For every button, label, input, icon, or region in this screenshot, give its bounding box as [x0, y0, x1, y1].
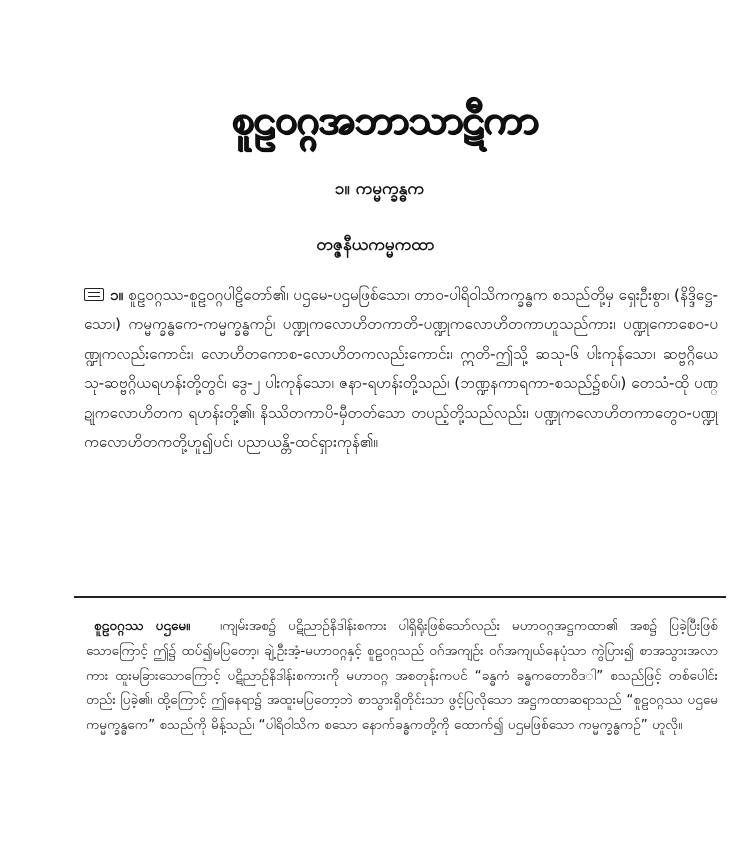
main-paragraph	[84, 281, 718, 457]
commentary-paragraph	[86, 614, 718, 738]
page-title: စူဠဝဂ္ဂအဘာသာဋီကာ	[231, 97, 539, 143]
section-divider	[74, 596, 726, 598]
chapter-heading: ၁။ ကမ္မက္ခန္ဓက	[334, 179, 425, 199]
section-heading: တဇ္ဇနီယကမ္မကထာ	[316, 235, 435, 255]
paragraph-number: ၁။	[110, 286, 124, 304]
commentary-label: စူဠဝဂ္ဂဿ ပဌမေ။	[94, 618, 191, 634]
note-icon[interactable]	[84, 288, 104, 301]
commentary-text: ၊ကျမ်းအစ၌ ပဋိညာဉ်နိဒါန်းစကား ပါရှိရိုးဖြစ်သော်လည်း မဟာဝဂ္ဂအဋ္ဌကထာ၏ အစ၌ ပြခဲ့ပြီးဖြစ်သောကြောင့် ဤ၌ ထပ်၍မပြတော့၊ ချဲ့ဦးအံ့-မဟာဝဂ္ဂနှင့် စူဠဝဂ္ဂသည် ဝဂ်အကျဉ်း ဝဂ်အကျယ်နေပုံသာ ကွဲပြား၍ စာအသွားအလာကား ထူးမခြားသောကြောင့် ပဋိညာဉ်နိဒါန်းစကားကို မဟာဝဂ္ဂ အစတုန်းကပင် “ခန္ဓကံ ခန္ဓကတော၀ိဒ​ါ” စသည်ဖြင့် တစ်ပေါင်းတည်း ပြခဲ့၏၊ ထို့ကြောင့် ဤနေရာ၌ အထူးမပြတော့ဘဲ စာသွားရှိတိုင်းသာ ဖွင့်ပြလိုသော အဋ္ဌကထာဆရာသည် “စူဠဝဂ္ဂဿ ပဌမေ ကမ္မက္ခန္ဓကေ” စသည်ကို မိန့်သည်၊ “ပါရိဝါသိက စသော နောက်ခန္ဓကတို့ကို ထောက်၍ ပဌမဖြစ်သော ကမ္မက္ခန္ဓကဉ်” ဟူလို။	[86, 618, 718, 734]
paragraph-text: စူဠဝဂ္ဂဿ-စူဠဝဂ္ဂပါဠိတော်၏၊ ပဌမေ-ပဌမဖြစ်သော၊ တာဝ-ပါရိဝါသိကက္ခန္ဓက စသည်တို့မှ ရှေးဦးစွာ၊ (နိဒ္ဒိဋ္ဌေ-သော၊) ကမ္မက္ခန္ဓကေ-ကမ္မက္ခန္ဓကဉ်၊ ပဏ္ဍုကလောဟိတကာတိ-ပဏ္ဍုကလောဟိတကာဟူသည်ကား၊ ပဏ္ဍုကောစေဝ-ပဏ္ဍုကလည်းကောင်း၊ လောဟိတကောစ-လောဟိတကလည်းကောင်း၊ ဣတိ-ဤသို့ ဆသု-၆ ပါးကုန်သော၊ ဆဗ္ဗဂ္ဂိယေသု-ဆဗ္ဗဂ္ဂိယရဟန်းတို့တွင်၊ ဒွေ-၂ ပါးကုန်သော၊ ဇနာ-ရဟန်းတို့သည်၊ (ဘဏ္ဍနကာရကာ-စသည်၌စပ်၊) တေသံ-ထို ပဏ္ဍုကလောဟိတက ရဟန်းတို့၏၊ နိဿိတကာပိ-မှီတတ်သော တပည့်တို့သည်လည်း၊ ပဏ္ဍုကလောဟိတကာတွေဝ-ပဏ္ဍုကလောဟိတကတို့ဟူ၍ပင်၊ ပညာယန္တိ-ထင်ရှားကုန်၏။	[84, 286, 718, 452]
